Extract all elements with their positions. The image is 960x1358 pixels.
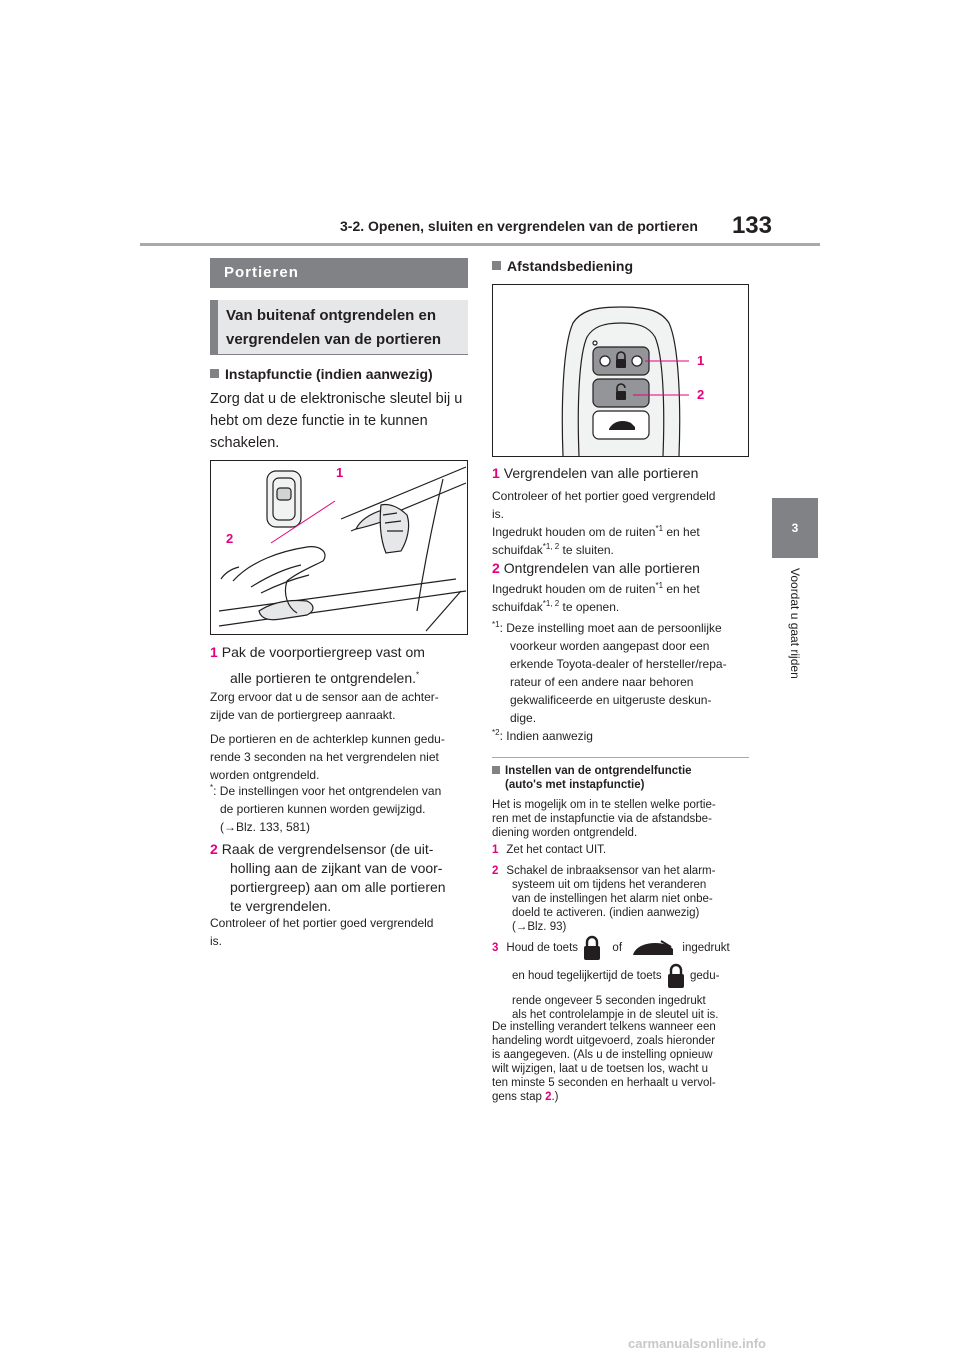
right-footnote-1: $^{*1}$: Deze instelling moet aan de persoonlijke voorkeur worden aangepast door een erkende Toyota-dealer of hersteller/repa- rateur of een andere naar behoren gekwalificeerde en uitgeruste deskun- dige. $^{*2}$: Indien aanwezig bbox=[492, 620, 727, 743]
subsection-title-box bbox=[210, 300, 468, 355]
heading-instapfunctie: Instapfunctie (indien aanwezig) bbox=[210, 366, 433, 382]
left-step-2-note: Controleer of het portier goed vergrendeld is. bbox=[210, 916, 434, 948]
figure-label-1: 1 bbox=[336, 465, 344, 480]
right-step-2: 2 Ontgrendelen van alle portieren bbox=[492, 560, 700, 576]
header-section-title: 3-2. Openen, sluiten en vergrendelen van de portieren bbox=[340, 218, 698, 234]
subsection-title-line-2: vergrendelen van de portieren bbox=[226, 331, 442, 348]
settings-step-3-rest: rende ongeveer 5 seconden ingedrukt als het controlelampje in de sleutel uit is. bbox=[512, 995, 719, 1021]
left-step-1-notes: Zorg ervoor dat u de sensor aan de achter- zijde van de portiergreep aanraakt. De portieren en de achterklep kunnen gedu- rende 3 seconden na het vergrendelen niet worden ontgrendeld. bbox=[210, 690, 445, 782]
figure-remote-key bbox=[492, 284, 749, 457]
remote-label-1: 1 bbox=[697, 353, 705, 368]
chapter-title: Voordat u gaat rijden bbox=[788, 568, 802, 679]
right-step-1: 1 Vergrendelen van alle portieren bbox=[492, 465, 699, 481]
heading-afstandsbediening: Afstandsbediening bbox=[492, 258, 633, 274]
figure-label-2: 2 bbox=[226, 531, 234, 546]
settings-step-1: 1 Zet het contact UIT. bbox=[492, 844, 607, 856]
figure-door-handle bbox=[210, 460, 468, 635]
left-step-2: 2 Raak de vergrendelsensor (de uit- holling aan de zijkant van de voor- portiergreep) aan om alle portieren te vergrendelen. bbox=[210, 841, 446, 914]
settings-intro: Het is mogelijk om in te stellen welke portie- ren met de instapfunctie via de afstandsbe- diening worden ontgrendeld. bbox=[492, 799, 716, 839]
lock-icon bbox=[665, 963, 687, 989]
page-number: 133 bbox=[731, 212, 772, 239]
remote-key-illustration bbox=[493, 285, 748, 456]
right-step-1-notes: Controleer of het portier goed vergrendeld is. Ingedrukt houden om de ruiten$^{*1}$ en het schuifdak$^{*1, 2}$ te sluiten. bbox=[492, 489, 716, 557]
chapter-number: 3 bbox=[791, 521, 799, 535]
square-bullet-icon bbox=[492, 261, 501, 270]
settings-step-3: 3 Houd de toets of ingedrukt en houd tegelijkertijd de toets gedu- bbox=[492, 934, 754, 990]
remote-label-2: 2 bbox=[697, 387, 705, 402]
instap-intro: Zorg dat u de elektronische sleutel bij u hebt om deze functie in te kunnen schakelen. bbox=[210, 391, 463, 451]
square-bullet-icon bbox=[492, 766, 500, 774]
settings-heading: Instellen van de ontgrendelfunctie (auto's met instapfunctie) bbox=[492, 764, 754, 792]
left-footnote: *: De instellingen voor het ontgrendelen van de portieren kunnen worden gewijzigd. (→Blz. 133, 581) bbox=[210, 783, 442, 834]
watermark: carmanualsonline.info bbox=[628, 1336, 766, 1351]
section-title: Portieren bbox=[224, 264, 299, 281]
header-rule bbox=[140, 243, 820, 246]
right-step-2-notes: Ingedrukt houden om de ruiten$^{*1}$ en het schuifdak$^{*1, 2}$ te openen. bbox=[492, 581, 700, 614]
left-step-1: 1 Pak de voorportiergreep vast om alle portieren te ontgrendelen.* bbox=[210, 644, 425, 686]
divider bbox=[492, 757, 749, 758]
chapter-tab bbox=[772, 498, 818, 558]
settings-step-2: 2 Schakel de inbraaksensor van het alarm- systeem uit om tijdens het veranderen van de instellingen het alarm niet onbe- doeld te activeren. (indien aanwezig) (→Blz. 93) bbox=[492, 865, 716, 933]
square-bullet-icon bbox=[210, 369, 219, 378]
section-title-bar bbox=[210, 258, 468, 288]
chapter-side-title bbox=[770, 568, 820, 708]
settings-closing: De instelling verandert telkens wanneer een handeling wordt uitgevoerd, zoals hieronder is aangegeven. (Als u de instelling opnieuw wilt wijzigen, laat u de toetsen los, wacht u ten minste 5 seconden en herhaalt u vervol- gens stap 2.) bbox=[492, 1021, 716, 1103]
lock-icon bbox=[581, 935, 603, 961]
subsection-title-line-1: Van buitenaf ontgrendelen en bbox=[226, 307, 437, 324]
trunk-car-icon bbox=[631, 937, 675, 959]
door-handle-illustration bbox=[211, 461, 467, 634]
